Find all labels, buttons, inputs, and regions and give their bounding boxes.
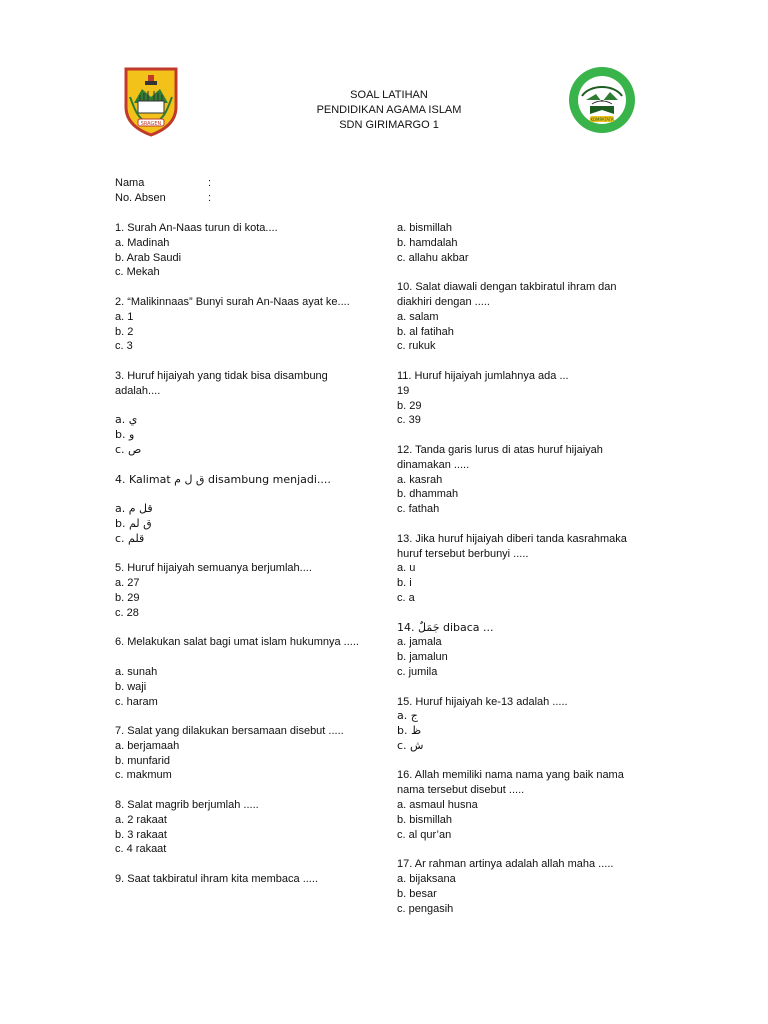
- school-banner-text: KOMPATATA: [590, 117, 614, 122]
- question-text: 6. Melakukan salat bagi umat islam hukumnya .....: [115, 636, 359, 649]
- option-a: a. asmaul husna: [397, 799, 478, 812]
- question-text: 14. جَمَلٌ dibaca ...: [397, 620, 494, 634]
- option-b: b. Arab Saudi: [115, 251, 182, 264]
- option-b: b. 3 rakaat: [115, 828, 167, 841]
- option-b: b. dhammah: [397, 488, 459, 501]
- absen-label: No. Absen: [115, 192, 166, 204]
- option-a: a. bijaksana: [397, 873, 456, 886]
- question-4: [115, 473, 375, 547]
- option-b: b. bismillah: [397, 813, 453, 826]
- question-9-text: [115, 872, 375, 887]
- question-text: 2. “Malikinnaas” Bunyi surah An-Naas ayat ke....: [115, 295, 350, 308]
- question-14: [397, 621, 657, 680]
- question-10: [397, 280, 657, 354]
- name-row: [115, 176, 211, 191]
- regency-banner-text: SRAGEN: [140, 121, 162, 127]
- option-c: c. 39: [397, 414, 421, 427]
- question-7: [115, 724, 375, 783]
- option-c: c. haram: [115, 695, 158, 708]
- option-b: b. ظ: [397, 724, 422, 738]
- option-c: c. al qur’an: [397, 828, 452, 841]
- option-b: b. hamdalah: [397, 236, 458, 249]
- option-a: a. berjamaah: [115, 739, 180, 752]
- questions-left-column: [115, 221, 375, 902]
- question-5: [115, 561, 375, 620]
- option-c: c. 28: [115, 606, 139, 619]
- option-c: c. قلم: [115, 531, 145, 545]
- question-6: [115, 635, 375, 709]
- option-a: a. ي: [115, 413, 138, 427]
- question-3: [115, 369, 375, 458]
- option-c: c. jumila: [397, 665, 438, 678]
- option-a: a. jamala: [397, 636, 442, 649]
- question-text: 8. Salat magrib berjumlah .....: [115, 799, 259, 812]
- option-c: c. makmum: [115, 769, 172, 782]
- question-text: 15. Huruf hijaiyah ke-13 adalah .....: [397, 695, 568, 708]
- question-text: 7. Salat yang dilakukan bersamaan disebut .....: [115, 725, 344, 738]
- question-text: 12. Tanda garis lurus di atas huruf hijaiyah dinamakan .....: [397, 443, 603, 471]
- option-b: b. 2: [115, 325, 134, 338]
- question-17: [397, 857, 657, 916]
- option-c: c. Mekah: [115, 266, 160, 279]
- option-c: c. rukuk: [397, 340, 436, 353]
- question-text: 16. Allah memiliki nama nama yang baik nama nama tersebut disebut .....: [397, 769, 624, 797]
- question-2: [115, 295, 375, 354]
- name-colon: :: [208, 177, 212, 189]
- question-11: [397, 369, 657, 428]
- option-a: a. 27: [115, 577, 140, 590]
- questions-right-column: [397, 221, 657, 931]
- option-c: c. fathah: [397, 503, 440, 516]
- question-12: [397, 443, 657, 517]
- question-16: [397, 768, 657, 842]
- question-8: [115, 798, 375, 857]
- question-text: 5. Huruf hijaiyah semuanya berjumlah....: [115, 562, 312, 575]
- option-a: a. salam: [397, 310, 439, 323]
- option-c: c. pengasih: [397, 902, 454, 915]
- name-label: Nama: [115, 177, 145, 189]
- option-a: a. 1: [115, 310, 134, 323]
- option-b: b. al fatihah: [397, 325, 454, 338]
- option-b: b. munfarid: [115, 754, 171, 767]
- question-text: 11. Huruf hijaiyah jumlahnya ada ...: [397, 369, 569, 382]
- question-1: [115, 221, 375, 280]
- option-c: c. ش: [397, 738, 424, 752]
- option-a: a. ج: [397, 709, 418, 723]
- option-a: a. kasrah: [397, 473, 443, 486]
- option-b: b. 29: [397, 399, 422, 412]
- header-title: SOAL LATIHAN: [350, 89, 428, 101]
- student-identity: [115, 176, 211, 206]
- absen-colon: :: [208, 192, 212, 204]
- option-c: c. ص: [115, 442, 142, 456]
- option-c: c. 3: [115, 340, 133, 353]
- option-b: b. jamalun: [397, 651, 448, 664]
- absen-row: [115, 191, 211, 206]
- option-a: a. Madinah: [115, 236, 170, 249]
- question-text: 13. Jika huruf hijaiyah diberi tanda kasrahmaka huruf tersebut berbunyi .....: [397, 532, 627, 560]
- option-b: b. besar: [397, 887, 437, 900]
- option-c: c. allahu akbar: [397, 251, 469, 264]
- question-text: 10. Salat diawali dengan takbiratul ihram dan diakhiri dengan .....: [397, 281, 617, 308]
- option-b: b. i: [397, 577, 412, 590]
- regency-emblem-icon: [124, 67, 178, 137]
- option-a: 19: [397, 384, 410, 397]
- option-b: b. ق لم: [115, 516, 152, 530]
- question-13: [397, 532, 657, 606]
- option-a: a. u: [397, 562, 416, 575]
- question-15: [397, 695, 657, 754]
- option-a: a. قل م: [115, 502, 153, 516]
- option-a: a. 2 rakaat: [115, 813, 167, 826]
- question-text: 17. Ar rahman artinya adalah allah maha .....: [397, 858, 614, 871]
- header-subject: PENDIDIKAN AGAMA ISLAM: [316, 104, 462, 116]
- option-b: b. 29: [115, 591, 140, 604]
- option-b: b. waji: [115, 680, 147, 693]
- question-text: 3. Huruf hijaiyah yang tidak bisa disambung adalah....: [115, 369, 328, 397]
- worksheet-header: [280, 88, 498, 133]
- school-emblem-icon: [568, 66, 636, 134]
- option-a: a. sunah: [115, 665, 158, 678]
- header-school: SDN GIRIMARGO 1: [339, 119, 439, 131]
- option-a: a. bismillah: [397, 222, 453, 234]
- question-text: 1. Surah An-Naas turun di kota....: [115, 222, 278, 234]
- question-text: 9. Saat takbiratul ihram kita membaca .....: [115, 873, 318, 886]
- question-text: 4. Kalimat ق ل م disambung menjadi....: [115, 472, 331, 486]
- question-9-options: [397, 221, 657, 265]
- option-c: c. 4 rakaat: [115, 843, 167, 856]
- option-c: c. a: [397, 591, 415, 604]
- option-b: b. و: [115, 428, 135, 442]
